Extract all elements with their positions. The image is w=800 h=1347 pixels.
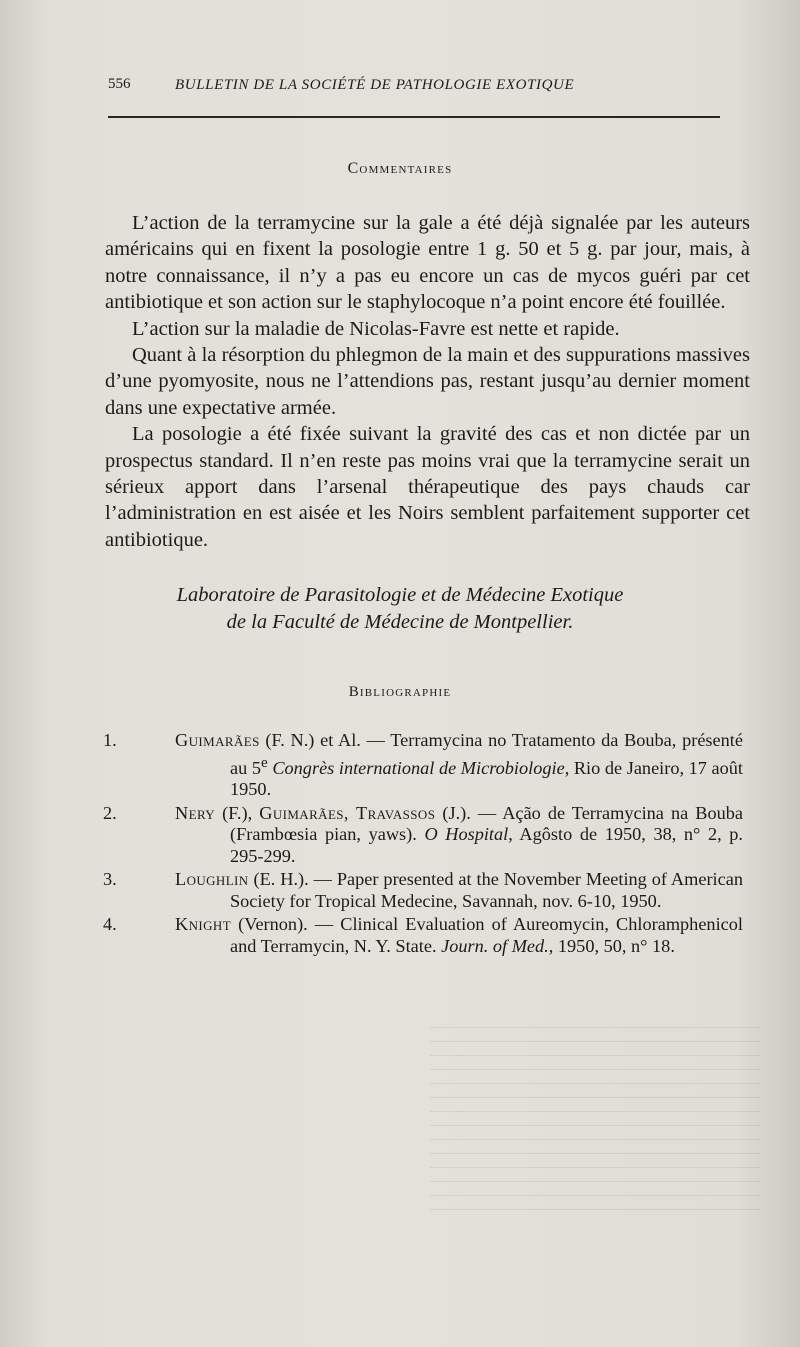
reference-authors: Loughlin <box>175 869 249 890</box>
paragraph: La posologie a été fixée suivant la gravité des cas et non dictée par un prospectus standard. Il n’en reste pas moins vrai que la terramycine serait un sérieux apport dans l’arsenal thérapeutique des pays chauds car l’administration en est aisée et les Noirs semblent parfaitement supporter cet antibiotique. <box>105 423 750 551</box>
reference-authors: Guimarães <box>175 730 260 750</box>
reference-segment: , 1950, 50, n° 18. <box>548 935 675 956</box>
reference-item <box>103 803 743 868</box>
reference-segment: , Rio de Janeiro, 17 août 1950. <box>230 757 743 800</box>
reference-title: Journ. of Med. <box>441 935 549 956</box>
reference-superscript: e <box>260 753 268 771</box>
reference-number: 3. <box>103 869 117 890</box>
reference-item <box>103 730 743 801</box>
reference-segment: , Agôsto de 1950, 38, n° 2, p. 295-299. <box>230 824 744 866</box>
reference-title: Congrès international de Microbiologie <box>267 757 565 778</box>
bleed-through-shadow <box>430 1020 760 1210</box>
reference-item <box>103 869 743 912</box>
commentaires-body <box>105 210 750 553</box>
reference-segment: (E. H.). — Paper presented at the November Meeting of American Society for Tropical Medecine, Savannah, nov. 6-10, 1950. <box>230 869 743 911</box>
affiliation-line-1: Laboratoire de Parasitologie et de Médecine Exotique <box>176 584 624 606</box>
reference-text <box>158 914 743 957</box>
journal-title: BULLETIN DE LA SOCIÉTÉ DE PATHOLOGIE EXOTIQUE <box>175 77 575 93</box>
reference-authors: Guimarães, Travassos <box>259 802 436 823</box>
reference-segment: (F.), <box>215 802 260 823</box>
bibliographie-heading: Bibliographie <box>348 684 452 700</box>
affiliation-signature <box>0 582 800 636</box>
header-rule <box>108 116 720 118</box>
paragraph: Quant à la résorption du phlegmon de la main et des suppurations massives d’une pyomyosite, nous ne l’attendions pas, restant jusqu’au dernier moment dans une expectative armée. <box>105 344 750 419</box>
reference-title: O Hospital <box>424 824 509 845</box>
reference-text <box>158 803 743 868</box>
reference-list <box>103 730 743 959</box>
paragraph: L’action sur la maladie de Nicolas-Favre est nette et rapide. <box>132 317 620 340</box>
reference-authors: Nery <box>175 802 216 823</box>
reference-segment: (J.). — Ação de Terramycina na Bouba (Frambœsia pian, yaws). <box>230 802 743 845</box>
affiliation-line-2: de la Faculté de Médecine de Montpellier. <box>226 611 574 633</box>
page-number: 556 <box>108 76 131 92</box>
reference-number: 2. <box>103 802 117 823</box>
paragraph: L’action de la terramycine sur la gale a été déjà signalée par les auteurs américains qui en fixent la posologie entre 1 g. 50 et 5 g. par jour, mais, à notre connaissance, il n’y a pas eu encore un cas de mycos guéri par cet antibiotique et son action sur le staphylocoque n’a point encore été fouillée. <box>105 212 750 314</box>
reference-number: 1. <box>103 730 117 750</box>
running-header <box>108 76 718 106</box>
reference-item <box>103 914 743 957</box>
reference-authors: Knight <box>175 914 232 935</box>
reference-segment: (F. N.) et Al. — Terramycina no Tratamento da Bouba, présenté au 5 <box>230 730 743 778</box>
reference-number: 4. <box>103 914 117 935</box>
reference-text <box>158 869 743 912</box>
reference-text <box>158 730 743 801</box>
commentaires-heading: Commentaires <box>347 160 453 177</box>
reference-segment: (Vernon). — Clinical Evaluation of Aureomycin, Chloramphenicol and Terramycin, N. Y. State. <box>230 914 743 956</box>
